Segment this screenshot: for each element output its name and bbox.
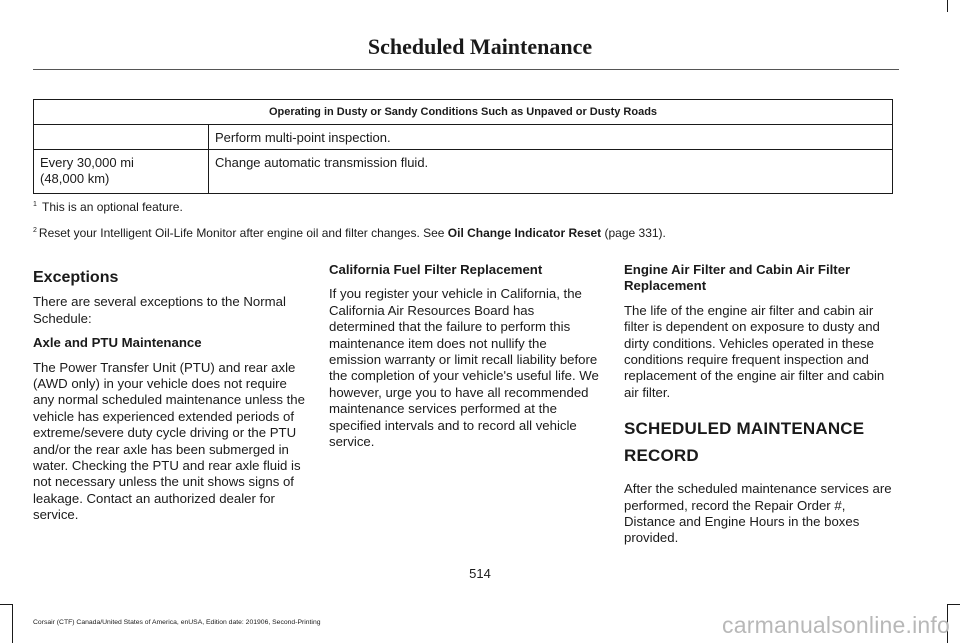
exceptions-heading: Exceptions — [33, 269, 119, 286]
page-number: 514 — [469, 566, 491, 581]
interval-miles: Every 30,000 mi — [40, 155, 134, 170]
california-fuel-filter-body: If you register your vehicle in California, the California Air Resources Board has determined that the failure to perform this maintenance item does not nullify the emission warranty or limit recall liability before the completion of your vehicle's useful life. We however, urge you to have all recommended maintenance services performed at the specified intervals and to record all vehicle service. — [329, 286, 599, 450]
footnote-2-mark: 2 — [33, 227, 37, 234]
footnote-2 — [33, 226, 666, 240]
footnote-1 — [33, 200, 183, 214]
table-row — [34, 125, 893, 150]
page-header-title: Scheduled Maintenance — [367, 34, 593, 59]
column-middle — [329, 262, 601, 458]
oil-change-indicator-reset-link[interactable]: Oil Change Indicator Reset — [447, 226, 602, 240]
table-header-row — [34, 100, 893, 125]
crop-mark — [947, 0, 948, 12]
air-filter-heading: Engine Air Filter and Cabin Air Filter Replacement — [624, 262, 851, 294]
axle-ptu-body: The Power Transfer Unit (PTU) and rear axle (AWD only) in your vehicle does not require any normal scheduled maintenance unless the vehicle has experienced extended periods of extreme/severe duty cycle driving or the PTU and/or the rear axle has been submerged in water. Checking the PTU and rear axle fluid is not necessary unless the unit shows signs of leakage. Contact an authorized dealer for service. — [33, 359, 305, 523]
column-right — [624, 262, 896, 555]
footnote-1-text: This is an optional feature. — [38, 200, 183, 214]
maintenance-record-body: After the scheduled maintenance services are performed, record the Repair Order #, Distance and Engine Hours in the boxes provided. — [624, 481, 892, 546]
table-heading: Operating in Dusty or Sandy Conditions Such as Unpaved or Dusty Roads — [34, 100, 893, 125]
crop-mark — [947, 604, 960, 605]
footnote-2-page-ref: (page 331). — [601, 226, 666, 240]
table-row — [34, 150, 893, 194]
crop-mark — [0, 604, 12, 605]
crop-mark — [12, 604, 13, 643]
footnote-1-mark: 1 — [33, 201, 37, 208]
interval-km: (48,000 km) — [40, 171, 110, 186]
maintenance-table — [33, 99, 893, 194]
watermark-logo: carmanualsonline.info — [722, 612, 950, 638]
table-cell-action: Perform multi-point inspection. — [209, 125, 893, 150]
air-filter-body: The life of the engine air filter and cabin air filter is dependent on exposure to dusty and dirty conditions. Vehicles operated in these conditions require frequent inspection and replacement of the engine air filter and cabin air filter. — [624, 302, 885, 400]
table-cell-action: Change automatic transmission fluid. — [209, 150, 893, 194]
maintenance-record-title-line2: RECORD — [624, 446, 699, 466]
maintenance-record-title-line1: SCHEDULED MAINTENANCE — [624, 419, 865, 439]
column-left — [33, 265, 305, 532]
table-cell-interval — [34, 125, 209, 150]
california-fuel-filter-heading: California Fuel Filter Replacement — [329, 262, 543, 277]
axle-ptu-heading: Axle and PTU Maintenance — [33, 335, 202, 351]
footnote-2-text: Reset your Intelligent Oil-Life Monitor after engine oil and filter changes. See — [38, 226, 448, 240]
header-divider — [33, 69, 899, 70]
table-cell-interval — [34, 150, 209, 194]
edition-footer: Corsair (CTF) Canada/United States of America, enUSA, Edition date: 201906, Second-Printing — [33, 619, 321, 626]
exceptions-intro: There are several exceptions to the Normal Schedule: — [33, 294, 286, 326]
